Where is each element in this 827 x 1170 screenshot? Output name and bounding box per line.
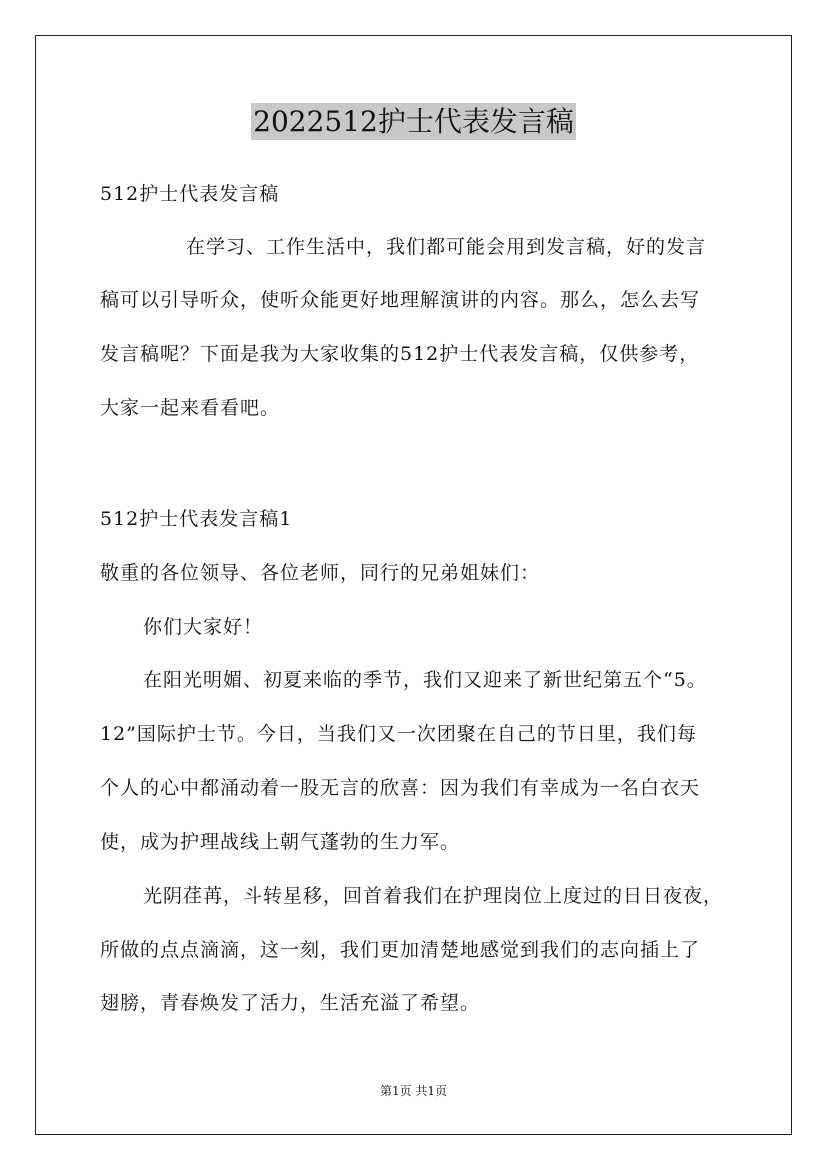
section-heading: 512护士代表发言稿1 [100, 508, 293, 530]
paragraph2-line-1: 光阴荏苒，斗转星移，回首着我们在护理岗位上度过的日日夜夜， [143, 885, 724, 907]
document-title [0, 100, 827, 144]
document-subtitle: 512护士代表发言稿 [100, 183, 280, 205]
paragraph1-line-4: 使，成为护理战线上朝气蓬勃的生力军。 [100, 831, 461, 853]
page-footer: 第1页 共1页 [379, 1084, 448, 1098]
intro-line-1: 在学习、工作生活中，我们都可能会用到发言稿，好的发言 [186, 236, 707, 258]
greeting: 你们大家好！ [143, 616, 264, 638]
intro-line-3: 发言稿呢？下面是我为大家收集的512护士代表发言稿，仅供参考， [100, 343, 700, 365]
paragraph2-line-2: 所做的点点滴滴，这一刻，我们更加清楚地感觉到我们的志向插上了 [100, 939, 701, 961]
paragraph2-line-3: 翅膀，青春焕发了活力，生活充溢了希望。 [100, 992, 481, 1014]
intro-line-4: 大家一起来看看吧。 [100, 397, 281, 419]
paragraph1-line-2: 12”国际护士节。今日，当我们又一次团聚在自己的节日里，我们每 [100, 723, 697, 745]
paragraph1-line-3: 个人的心中都涌动着一股无言的欣喜：因为我们有幸成为一名白衣天 [100, 777, 701, 799]
intro-line-2: 稿可以引导听众，使听众能更好地理解演讲的内容。那么，怎么去写 [100, 289, 701, 311]
document-title-text: 2022512护士代表发言稿 [253, 105, 574, 138]
salutation: 敬重的各位领导、各位老师，同行的兄弟姐妹们： [100, 562, 541, 584]
paragraph1-line-1: 在阳光明媚、初夏来临的季节，我们又迎来了新世纪第五个“5。 [143, 669, 707, 691]
